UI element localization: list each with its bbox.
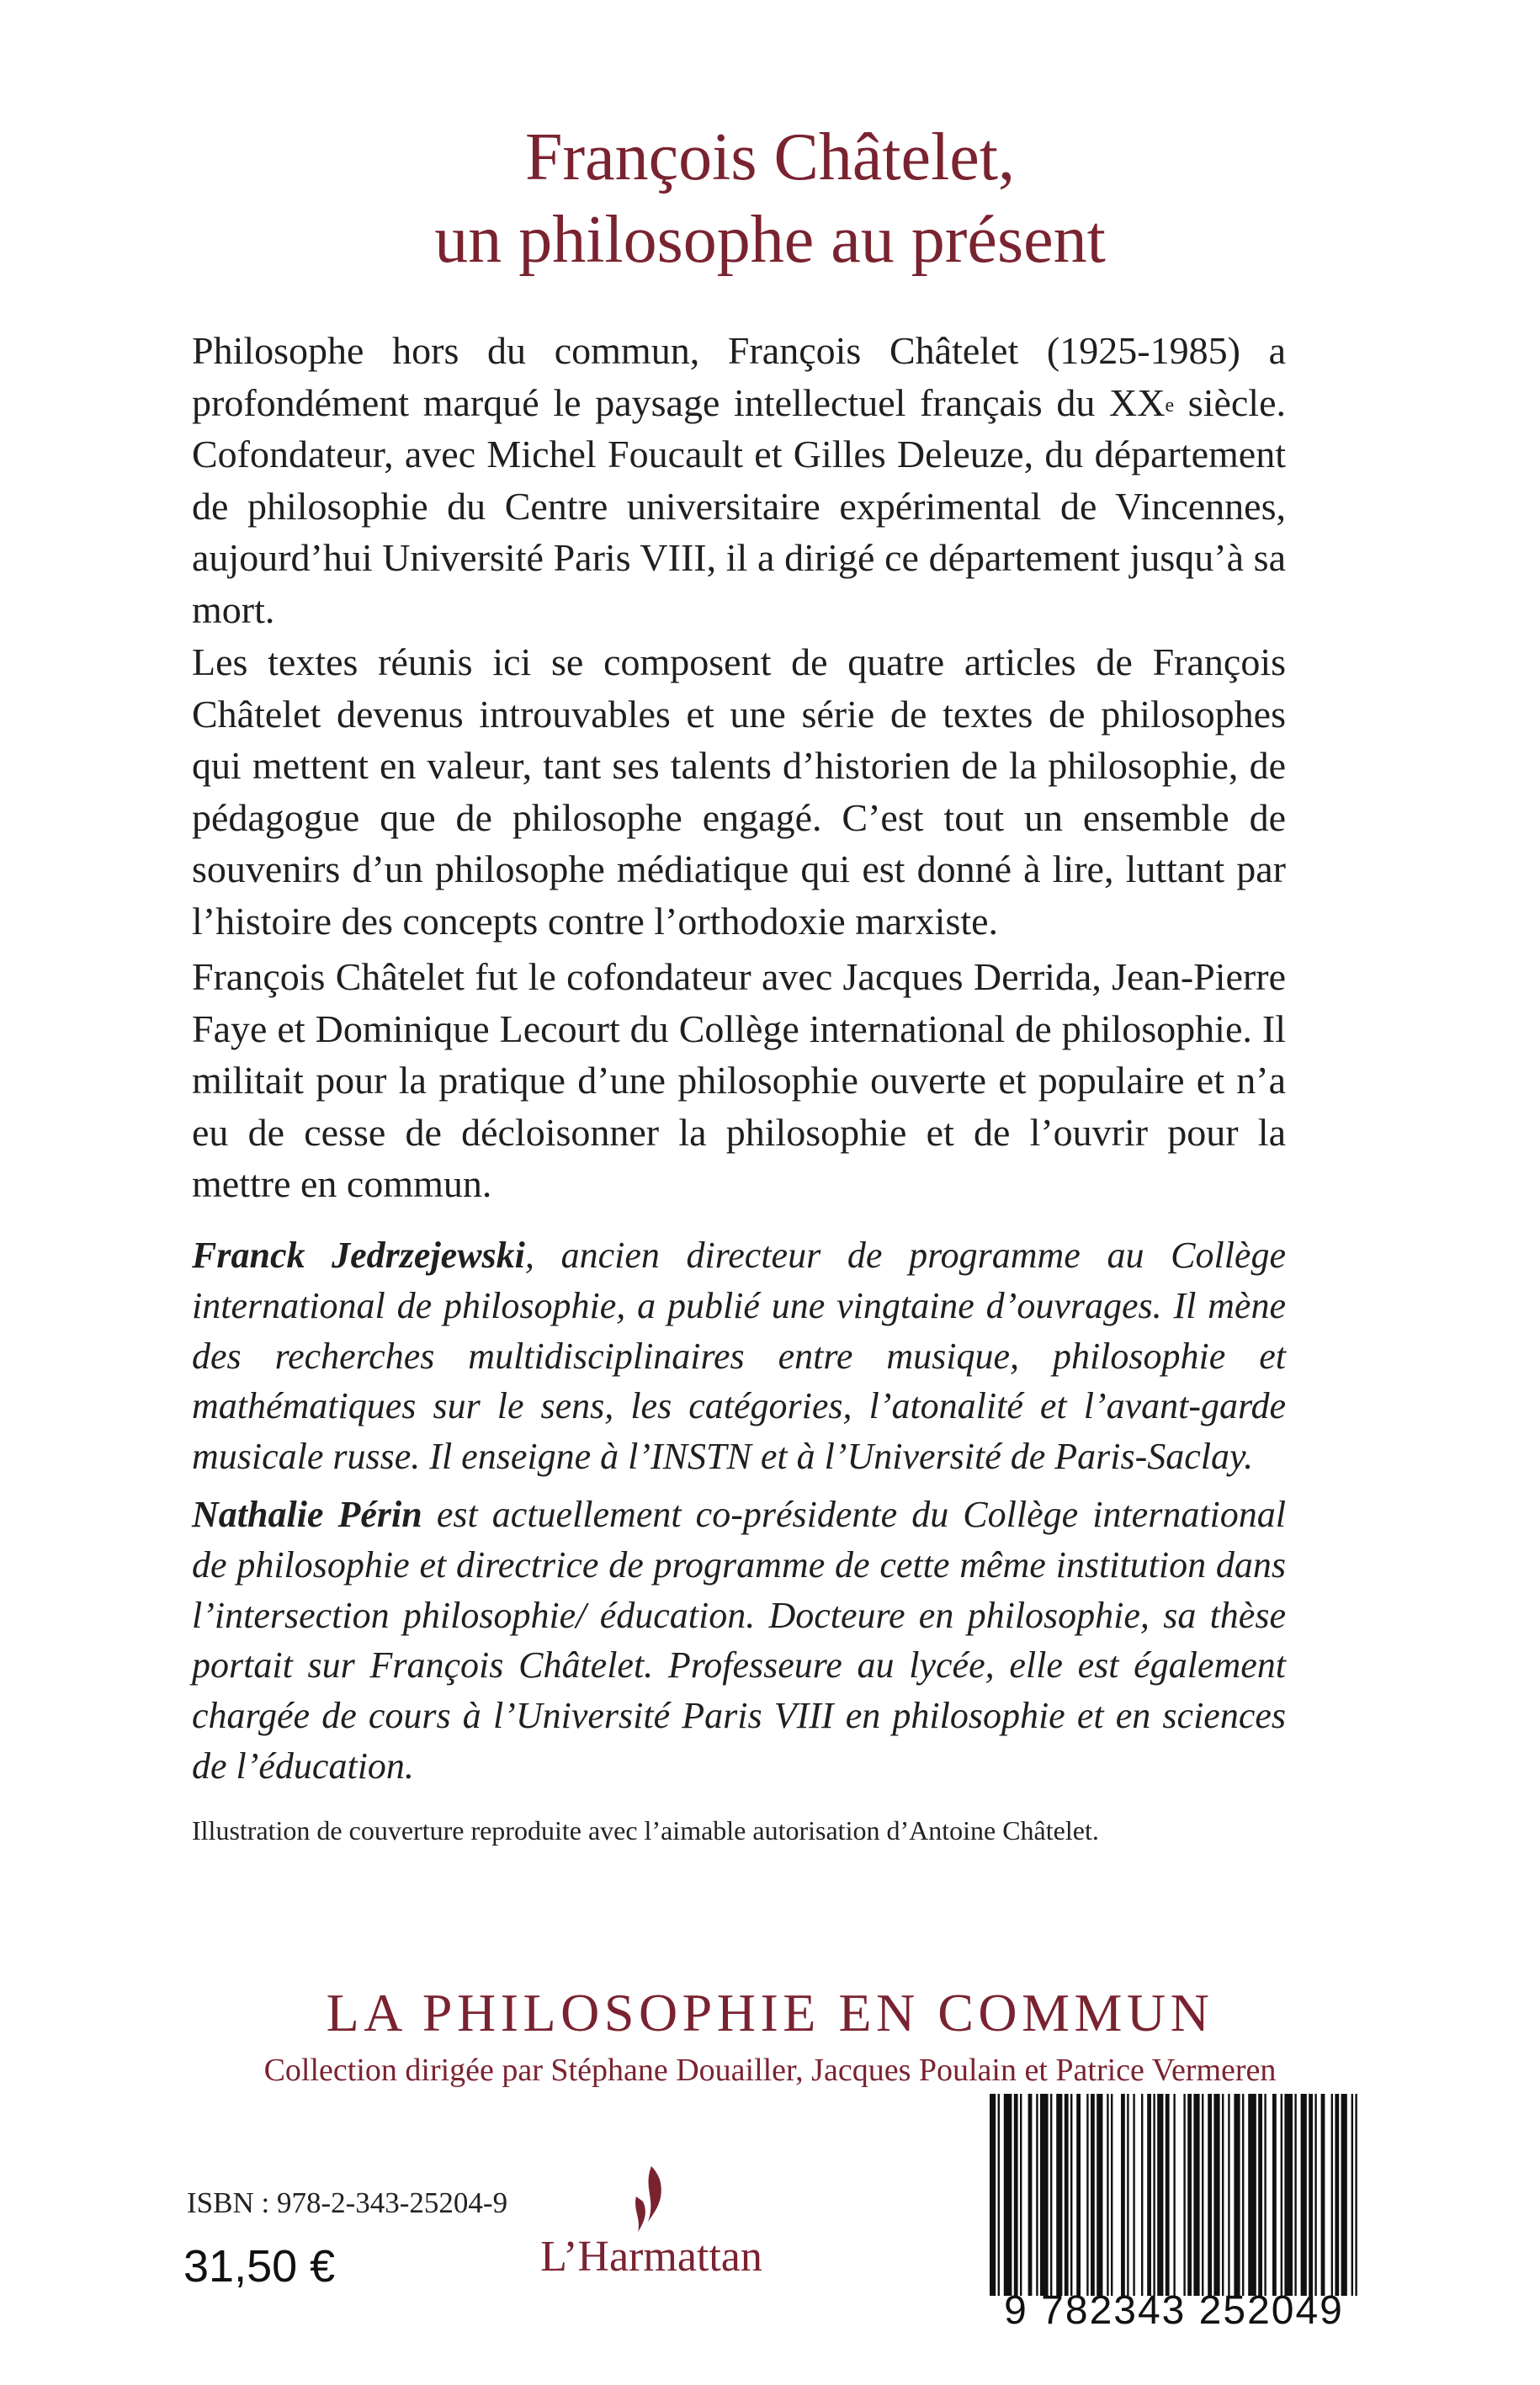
series-name: LA PHILOSOPHIE EN COMMUN (326, 1983, 1214, 2042)
barcode-bar (1020, 2094, 1022, 2296)
price: 31,50 € (183, 2241, 336, 2292)
barcode-bar (1076, 2094, 1081, 2296)
barcode-number: 9 782343 252049 (1004, 2288, 1344, 2333)
barcode-bar (1097, 2094, 1102, 2296)
barcode-bar (1133, 2094, 1134, 2296)
barcode-bar (1091, 2094, 1095, 2296)
barcode-bar (1222, 2094, 1224, 2296)
publisher-logo-flame-icon (635, 2166, 661, 2232)
barcode-bar (1294, 2094, 1296, 2296)
barcode-bar (1036, 2094, 1038, 2296)
cover-illustration-credit: Illustration de couverture reproduite avec l’aimable autorisation d’Antoine Châtelet. (192, 1815, 1099, 1846)
barcode-bar (1065, 2094, 1069, 2296)
book-title-line-1: François Châtelet, (524, 120, 1016, 194)
barcode-bar (1208, 2094, 1212, 2296)
description-paragraph-3: François Châtelet fut le cofondateur avec Jacques Derrida, Jean-Pierre Faye et Dominique Lecourt du Collège international de philosophie. Il militait pour la pratique d’une philosophie ouverte et populaire et n’a eu de cesse de décloisonner la philosophie et de l’ouvrir pour la mettre en commun. (192, 955, 1286, 1206)
barcode-bar (1014, 2094, 1018, 2296)
isbn: ISBN : 978-2-343-25204-9 (187, 2186, 508, 2219)
barcode-bar (1242, 2094, 1244, 2296)
barcode-bar (1234, 2094, 1240, 2296)
barcode-bar (1202, 2094, 1203, 2296)
barcode-bar (1193, 2094, 1199, 2296)
description-paragraph-1-text-b: siècle. Cofondateur, avec Michel Foucault et Gilles Deleuze, du département de philosophie du Centre universitaire expérimental de Vincennes, aujourd’hui Université Paris VIII, il a dirigé ce département jusqu’à sa mort. (192, 380, 1287, 631)
barcode-bar (1107, 2094, 1108, 2296)
barcode-bar (1086, 2094, 1088, 2296)
author-1-bio-text: , ancien directeur de programme au Collège international de philosophie, a publié une vingtaine d’ouvrages. Il mène des recherches multidisciplinaires entre musique, philosophie et mathématiques sur le sens, les catégories, l’atonalité et l’avant-garde musicale russe. Il enseigne à l’INSTN et à l’Université de Paris-Saclay. (192, 1235, 1286, 1478)
barcode-bar (1166, 2094, 1170, 2296)
barcode-bar (1111, 2094, 1113, 2296)
barcode-bar (1314, 2094, 1316, 2296)
author-2-bio-text: est actuellement co-présidente du Collège international de philosophie et directrice de programme de cette même institution dans l’intersection philosophie/ éducation. Docteure en philosophie, sa thèse portait sur François Châtelet. Professeure au lycée, elle est également chargée de cours à l’Université Paris VIII en philosophie et en sciences de l’éducation. (192, 1494, 1286, 1787)
barcode-bar (1127, 2094, 1128, 2296)
author-1-name: Franck Jedrzejewski (192, 1235, 525, 1276)
author-2-name: Nathalie Périn (192, 1494, 422, 1535)
barcode-bar (1309, 2094, 1313, 2296)
barcode-bar (1248, 2094, 1256, 2296)
publisher-logo (508, 2154, 794, 2289)
barcode-bar (1004, 2094, 1012, 2296)
barcode (986, 2094, 1365, 2296)
barcode-bar (1173, 2094, 1175, 2296)
barcode-bar (1050, 2094, 1052, 2296)
description-paragraph-1-text-a: Philosophe hors du commun, François Châtelet (1925-1985) a profondément marqué le paysage intellectuel français du XX (192, 329, 1286, 424)
barcode-bar (1228, 2094, 1229, 2296)
book-title-line-2: un philosophe au présent (434, 203, 1106, 277)
description-paragraph-2: Les textes réunis ici se composent de quatre articles de François Châtelet devenus introuvables et une série de textes de philosophes qui mettent en valeur, tant ses talents d’historien de la philosophie, de pédagogue que de philosophe engagé. C’est tout un ensemble de souvenirs d’un philosophe médiatique qui est donné à lire, luttant par l’histoire des concepts contre l’orthodoxie marxiste. (192, 640, 1286, 943)
barcode-bar (1335, 2094, 1339, 2296)
barcode-bar (1147, 2094, 1151, 2296)
barcode-bar (1028, 2094, 1033, 2296)
barcode-bar (1301, 2094, 1307, 2296)
barcode-bar (1157, 2094, 1163, 2296)
barcode-bar (1187, 2094, 1192, 2296)
barcode-bar (1272, 2094, 1277, 2296)
barcode-bar (1284, 2094, 1293, 2296)
author-bio-2 (192, 1490, 1286, 1792)
barcode-bar (1121, 2094, 1125, 2296)
barcode-bar (1213, 2094, 1219, 2296)
barcode-bar (1153, 2094, 1155, 2296)
barcode-bar (1141, 2094, 1143, 2296)
barcode-bar (1341, 2094, 1347, 2296)
barcode-bar (1070, 2094, 1072, 2296)
barcode-bar (1351, 2094, 1353, 2296)
barcode-bar (1258, 2094, 1262, 2296)
barcode-bar (1183, 2094, 1185, 2296)
description-paragraph-1 (192, 325, 1286, 636)
barcode-bar (1355, 2094, 1357, 2296)
barcode-bar (1331, 2094, 1333, 2296)
barcode-bar (1281, 2094, 1282, 2296)
publisher-logo-text: L’Harmattan (540, 2233, 762, 2281)
author-bio-1 (192, 1230, 1286, 1482)
barcode-bar (998, 2094, 1000, 2296)
barcode-bar (1056, 2094, 1062, 2296)
series-directors: Collection dirigée par Stéphane Douailler, Jacques Poulain et Patrice Vermeren (263, 2053, 1277, 2088)
century-superscript: e (1165, 394, 1175, 417)
barcode-bar (1040, 2094, 1049, 2296)
barcode-bar (990, 2094, 996, 2296)
barcode-bar (1264, 2094, 1266, 2296)
barcode-bar (1321, 2094, 1325, 2296)
